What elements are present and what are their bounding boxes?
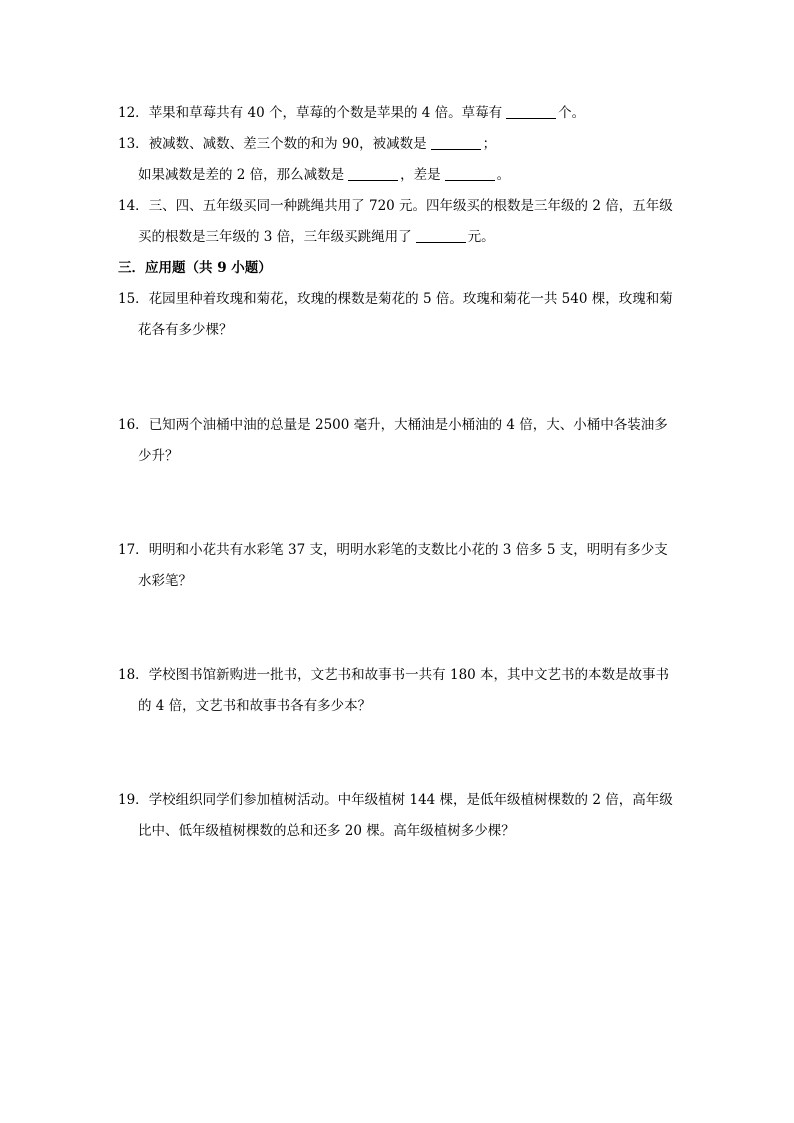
question-number: 13． xyxy=(118,136,149,152)
question-13-line-2 xyxy=(138,166,510,184)
question-text: 比中、低年级植树棵数的总和还多 20 棵。高年级植树多少棵？ xyxy=(138,823,515,839)
question-text: 的 4 倍，文艺书和故事书各有多少本？ xyxy=(138,698,372,714)
question-14 xyxy=(118,197,673,215)
question-number: 19． xyxy=(118,792,149,808)
question-text: 学校组织同学们参加植树活动。中年级植树 144 棵，是低年级植树棵数的 2 倍，高年级 xyxy=(148,792,673,808)
question-16-line-2 xyxy=(138,447,179,465)
answer-blank[interactable] xyxy=(445,166,495,181)
question-text: 买的根数是三年级的 3 倍，三年级买跳绳用了 xyxy=(138,229,412,245)
question-text-end: ； xyxy=(482,136,497,152)
question-number: 18． xyxy=(118,667,149,683)
question-12 xyxy=(118,104,585,122)
answer-blank[interactable] xyxy=(506,104,556,119)
answer-blank[interactable] xyxy=(348,166,398,181)
question-17 xyxy=(118,541,668,559)
question-text: 如果减数是差的 2 倍，那么减数是 xyxy=(138,167,345,183)
question-text-end: 。 xyxy=(496,167,511,183)
question-15-line-2 xyxy=(138,321,233,339)
question-14-line-2 xyxy=(138,228,495,246)
question-number: 12． xyxy=(118,105,149,121)
question-text-mid: ，差是 xyxy=(400,167,441,183)
question-number: 14． xyxy=(118,198,149,214)
question-text: 水彩笔？ xyxy=(138,573,192,589)
question-number: 16． xyxy=(118,417,149,433)
section-heading xyxy=(118,259,272,277)
question-text-end: 元。 xyxy=(467,229,495,245)
answer-blank[interactable] xyxy=(431,135,481,150)
section-title: 三．应用题（共 9 小题） xyxy=(118,260,272,276)
question-18 xyxy=(118,666,669,684)
question-15 xyxy=(118,290,673,308)
question-text: 三、四、五年级买同一种跳绳共用了 720 元。四年级买的根数是三年级的 2 倍，五年级 xyxy=(148,198,673,214)
question-text: 苹果和草莓共有 40 个，草莓的个数是苹果的 4 倍。草莓有 xyxy=(148,105,503,121)
question-18-line-2 xyxy=(138,697,371,715)
question-text: 学校图书馆新购进一批书，文艺书和故事书一共有 180 本，其中文艺书的本数是故事书 xyxy=(148,667,670,683)
question-text: 被减数、减数、差三个数的和为 90，被减数是 xyxy=(148,136,427,152)
question-text: 已知两个油桶中油的总量是 2500 毫升，大桶油是小桶油的 4 倍，大、小桶中各装油多 xyxy=(148,417,668,433)
answer-blank[interactable] xyxy=(416,228,466,243)
question-text-end: 个。 xyxy=(558,105,586,121)
question-number: 15． xyxy=(118,291,149,307)
question-17-line-2 xyxy=(138,572,192,590)
question-16 xyxy=(118,416,668,434)
question-number: 17． xyxy=(118,542,149,558)
question-13 xyxy=(118,135,496,153)
question-19 xyxy=(118,791,673,809)
question-text: 明明和小花共有水彩笔 37 支，明明水彩笔的支数比小花的 3 倍多 5 支，明明有多少支 xyxy=(148,542,668,558)
question-19-line-2 xyxy=(138,822,515,840)
question-text: 花园里种着玫瑰和菊花，玫瑰的棵数是菊花的 5 倍。玫瑰和菊花一共 540 棵，玫瑰和菊 xyxy=(148,291,673,307)
question-text: 少升？ xyxy=(138,448,179,464)
question-text: 花各有多少棵？ xyxy=(138,322,233,338)
